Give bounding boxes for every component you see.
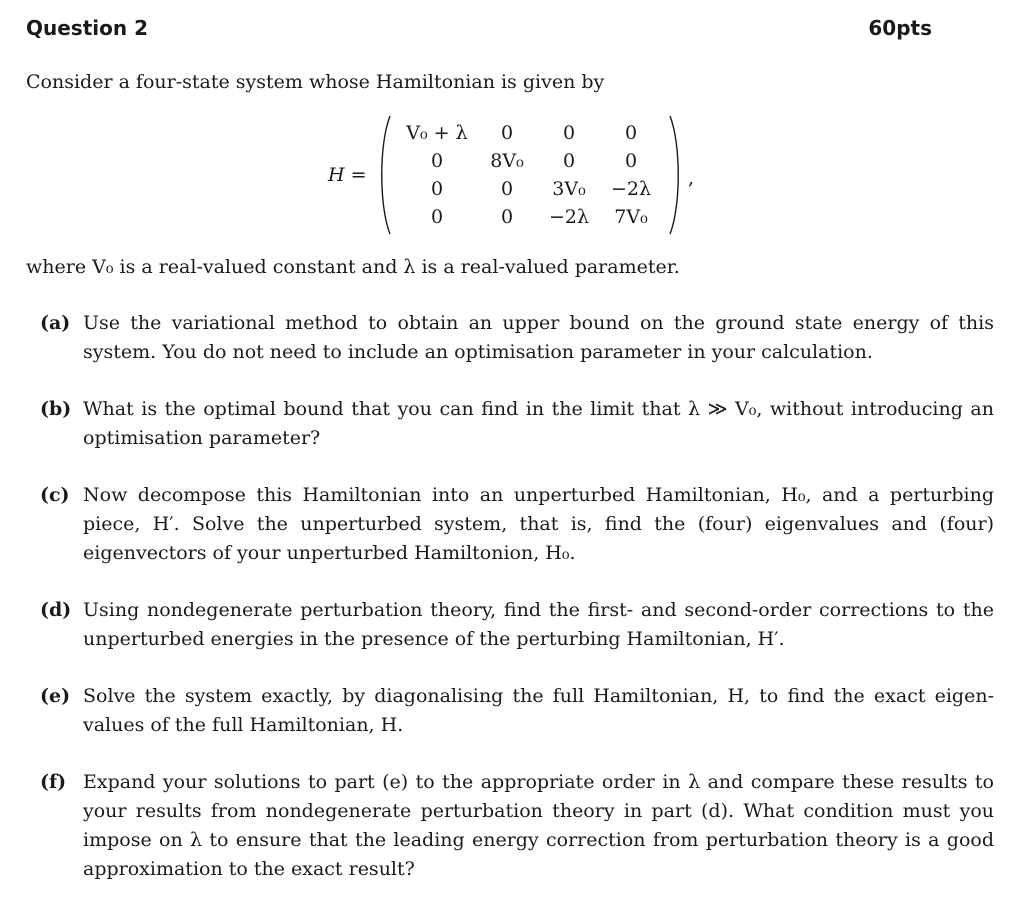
question-parts bbox=[40, 309, 994, 912]
part-label: (a) bbox=[40, 312, 71, 334]
part-label: (e) bbox=[40, 685, 71, 707]
intro-text: Consider a four-state system whose Hamiltonian is given by bbox=[26, 71, 605, 93]
question-title: Question 2 bbox=[26, 16, 148, 40]
matrix-cell: 8V₀ bbox=[490, 150, 524, 172]
matrix-cell: 0 bbox=[430, 206, 444, 228]
part-text: Using nondegenerate perturbation theory, find the first- and second-order corrections to the unperturbed energies in the presence of the perturbing Hamiltonian, H′. bbox=[83, 599, 994, 650]
matrix-cell: 0 bbox=[500, 178, 514, 200]
where-text: where V₀ is a real-valued constant and λ is a real-valued parameter. bbox=[26, 256, 680, 278]
matrix-cell: −2λ bbox=[548, 206, 590, 228]
matrix-cell: 7V₀ bbox=[614, 206, 648, 228]
matrix-cell: 0 bbox=[562, 122, 576, 144]
hamiltonian-matrix bbox=[328, 114, 694, 236]
question-points: 60pts bbox=[868, 16, 932, 40]
part-text: What is the optimal bound that you can find in the limit that λ ≫ V₀, without introducing an optimisation parameter? bbox=[83, 398, 994, 449]
matrix-cell: V₀ + λ bbox=[406, 122, 468, 144]
matrix-trailing-comma: , bbox=[688, 167, 695, 189]
part-d bbox=[40, 596, 994, 654]
matrix-cell: 0 bbox=[562, 150, 576, 172]
left-paren-icon bbox=[378, 114, 392, 236]
part-text: Solve the system exactly, by diagonalising the full Hamiltonian, H, to find the exact eigen-values of the full Hamiltonian, H. bbox=[83, 685, 994, 736]
part-b bbox=[40, 395, 994, 453]
matrix-grid bbox=[398, 119, 662, 231]
part-f bbox=[40, 768, 994, 884]
matrix-cell: 0 bbox=[500, 122, 514, 144]
part-label: (b) bbox=[40, 398, 72, 420]
part-text: Expand your solutions to part (e) to the appropriate order in λ and compare these results to your results from nondegenerate perturbation theory in part (d). What condition must you impose on λ to ensure that the leading energy correction from perturbation theory is a good approximation to the exact result? bbox=[83, 771, 994, 880]
question-header bbox=[26, 16, 932, 40]
right-paren-icon bbox=[668, 114, 682, 236]
matrix-symbol: H bbox=[328, 164, 345, 186]
matrix-cell: 3V₀ bbox=[552, 178, 586, 200]
matrix-cell: 0 bbox=[500, 206, 514, 228]
part-label: (c) bbox=[40, 484, 70, 506]
part-e bbox=[40, 682, 994, 740]
part-a bbox=[40, 309, 994, 367]
part-c bbox=[40, 481, 994, 568]
matrix-cell: 0 bbox=[430, 150, 444, 172]
matrix-equals: = bbox=[350, 164, 367, 186]
matrix-cell: −2λ bbox=[610, 178, 652, 200]
matrix-cell: 0 bbox=[624, 122, 638, 144]
part-label: (d) bbox=[40, 599, 72, 621]
matrix-cell: 0 bbox=[624, 150, 638, 172]
part-text: Now decompose this Hamiltonian into an unperturbed Hamiltonian, H₀, and a perturbing piece, H′. Solve the unperturbed system, that is, find the (four) eigenvalues and (four) eigenvectors of your unperturbed Hamiltonion, H₀. bbox=[83, 484, 994, 564]
part-label: (f) bbox=[40, 771, 67, 793]
part-text: Use the variational method to obtain an upper bound on the ground state energy of this system. You do not need to include an optimisation parameter in your calculation. bbox=[83, 312, 994, 363]
matrix-cell: 0 bbox=[430, 178, 444, 200]
matrix-label bbox=[328, 164, 378, 186]
